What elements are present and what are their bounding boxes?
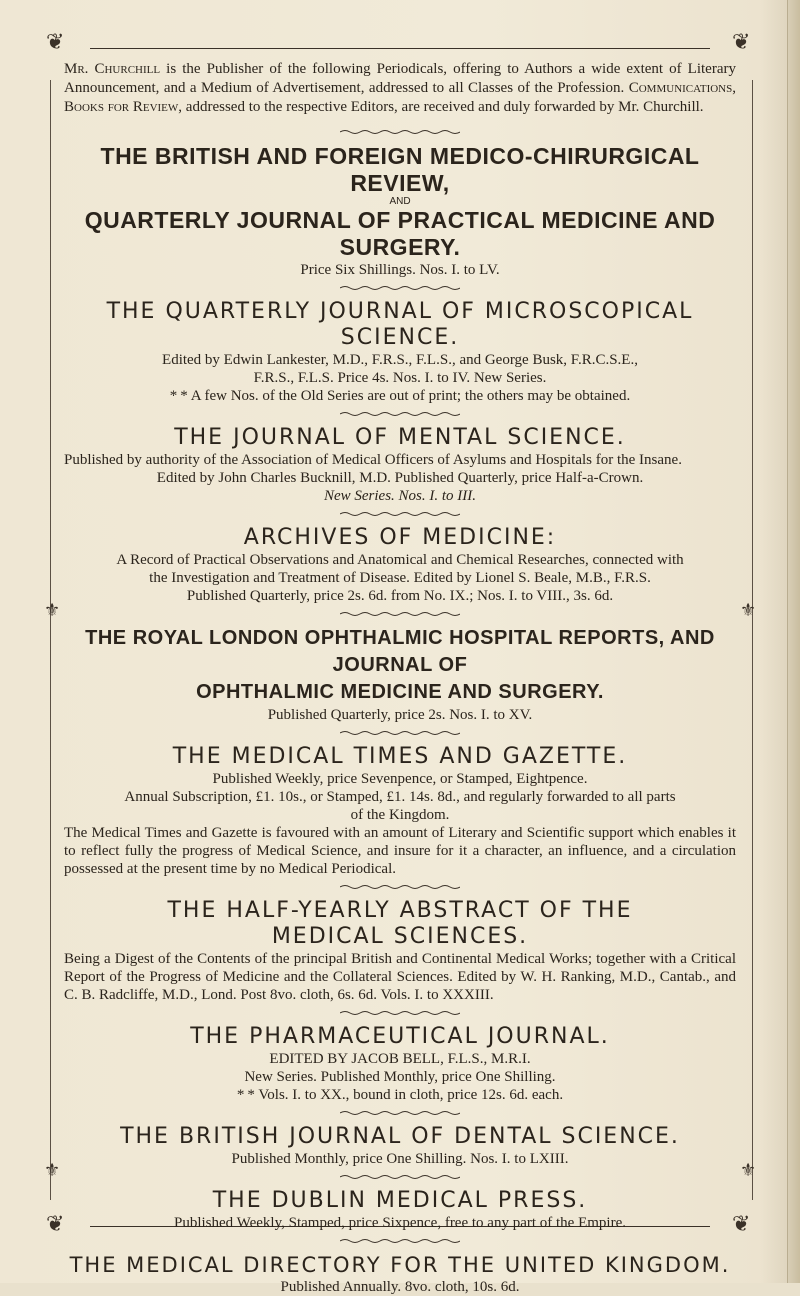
periodical-title: THE BRITISH AND FOREIGN MEDICO-CHIRURGICAL REVIEW,: [100, 143, 700, 196]
fleuron-icon: ⚜: [44, 1160, 61, 1180]
price-line: New Series. Published Monthly, price One Shilling.: [244, 1069, 556, 1085]
periodical-subtitle: OPHTHALMIC MEDICINE AND SURGERY.: [196, 681, 604, 703]
periodical-entry: [64, 299, 736, 405]
advertisement-page: [64, 60, 736, 1296]
description-paragraph: Published by authority of the Association of Medical Officers of Asylums and Hospitals for the Insane.: [64, 452, 682, 468]
divider-flourish: [340, 511, 460, 517]
periodical-title: THE ROYAL LONDON OPHTHALMIC HOSPITAL REPORTS, AND JOURNAL OF: [85, 627, 715, 676]
periodical-title: ARCHIVES OF MEDICINE:: [243, 525, 557, 550]
intro-caps: Communications, Books for Review,: [64, 80, 736, 115]
fleuron-icon: ⚜: [740, 1160, 757, 1180]
price-line: Published Monthly, price One Shilling. Nos. I. to LXIII.: [231, 1151, 569, 1167]
divider-flourish: [340, 730, 460, 736]
periodical-entry: [64, 744, 736, 878]
divider-flourish: [340, 1010, 460, 1016]
divider-flourish: [340, 285, 460, 291]
periodical-entry: [64, 143, 736, 279]
description-paragraph: The Medical Times and Gazette is favoured with an amount of Literary and Scientific support which enables it to reflect fully the progress of Medical Science, and insure for it a character, an influence, and a circulation possessed at the present time by no Medical Periodical.: [64, 825, 736, 877]
price-line: Published Weekly, price Sevenpence, or Stamped, Eightpence.: [212, 771, 588, 787]
editor-line: the Investigation and Treatment of Disease. Edited by Lionel S. Beale, M.B., F.R.S.: [149, 570, 651, 586]
editor-line: Edited by Edwin Lankester, M.D., F.R.S., F.L.S., and George Busk, F.R.C.S.E.,: [162, 352, 638, 368]
editor-line: EDITED BY JACOB BELL, F.L.S., M.R.I.: [269, 1051, 531, 1067]
periodical-entry: [64, 525, 736, 605]
periodical-subtitle: QUARTERLY JOURNAL OF PRACTICAL MEDICINE AND SURGERY.: [84, 207, 716, 260]
description-paragraph: Being a Digest of the Contents of the principal British and Continental Medical Works; together with a Critical Report of the Progress of Medicine and the Collateral Sciences. Edited by W. H. Ranking, M.D., Cantab., and C. B. Radcliffe, M.D., Lond. Post 8vo. cloth, 6s. 6d. Vols. I. to XXXIII.: [64, 951, 736, 1003]
description-line: A Record of Practical Observations and Anatomical and Chemical Researches, connected with: [116, 552, 684, 568]
and-connector: AND: [389, 196, 411, 207]
page-edge: [787, 0, 800, 1283]
top-rule: [90, 48, 710, 49]
periodical-title: THE DUBLIN MEDICAL PRESS.: [212, 1188, 588, 1213]
series-line: New Series. Nos. I. to III.: [323, 488, 477, 504]
divider-flourish: [340, 1238, 460, 1244]
periodical-subtitle: MEDICAL SCIENCES.: [271, 924, 529, 949]
right-rule: [752, 80, 753, 1200]
divider-flourish: [340, 884, 460, 890]
divider-flourish: [340, 611, 460, 617]
periodical-title: THE JOURNAL OF MENTAL SCIENCE.: [174, 425, 626, 450]
ornament-icon: ❦: [46, 1212, 65, 1237]
periodical-title: THE HALF-YEARLY ABSTRACT OF THE: [167, 898, 633, 923]
price-line: F.R.S., F.L.S. Price 4s. Nos. I. to IV. New Series.: [253, 370, 547, 386]
periodical-title: THE MEDICAL TIMES AND GAZETTE.: [172, 744, 628, 769]
left-rule: [50, 80, 51, 1200]
fleuron-icon: ⚜: [44, 600, 61, 620]
price-line: Published Weekly, Stamped, price Sixpence, free to any part of the Empire.: [174, 1215, 626, 1231]
periodical-entry: [64, 898, 736, 1004]
price-line: Published Annually. 8vo. cloth, 10s. 6d.: [280, 1279, 520, 1295]
price-line: Price Six Shillings. Nos. I. to LV.: [300, 262, 500, 278]
subscription-line: Annual Subscription, £1. 10s., or Stamped, £1. 14s. 8d., and regularly forwarded to all parts: [124, 789, 676, 805]
ornament-icon: ❦: [732, 1212, 751, 1237]
publisher-name: Mr. Churchill: [64, 61, 161, 77]
periodical-entry: [64, 1024, 736, 1104]
periodical-title: THE BRITISH JOURNAL OF DENTAL SCIENCE.: [120, 1124, 680, 1149]
periodical-title: THE PHARMACEUTICAL JOURNAL.: [190, 1024, 610, 1049]
divider-flourish: [340, 411, 460, 417]
divider-flourish: [340, 1174, 460, 1180]
divider-flourish: [340, 1110, 460, 1116]
intro-tail: addressed to the respective Editors, are received and duly forwarded by Mr. Churchill.: [182, 99, 704, 115]
periodical-entry: [64, 625, 736, 724]
note-line: * * A few Nos. of the Old Series are out of print; the others may be obtained.: [169, 388, 631, 404]
price-line: Published Quarterly, price 2s. 6d. from No. IX.; Nos. I. to VIII., 3s. 6d.: [186, 588, 614, 604]
price-line: Published Quarterly, price 2s. Nos. I. to XV.: [267, 707, 533, 723]
periodical-title: THE QUARTERLY JOURNAL OF MICROSCOPICAL: [106, 299, 694, 324]
periodical-entry: [64, 1188, 736, 1232]
divider-flourish: [340, 129, 460, 135]
fleuron-icon: ⚜: [740, 600, 757, 620]
subscription-line: of the Kingdom.: [350, 807, 450, 823]
periodical-entry: [64, 1124, 736, 1168]
intro-paragraph: [64, 60, 736, 117]
periodical-title: THE MEDICAL DIRECTORY FOR THE UNITED KINGDOM.: [69, 1253, 731, 1277]
periodical-entry: [64, 1252, 736, 1296]
ornament-icon: ❦: [732, 30, 751, 55]
note-line: * * Vols. I. to XX., bound in cloth, price 12s. 6d. each.: [236, 1087, 564, 1103]
editor-line: Edited by John Charles Bucknill, M.D. Published Quarterly, price Half-a-Crown.: [156, 470, 644, 486]
periodical-subtitle: SCIENCE.: [340, 325, 460, 350]
periodical-entry: [64, 425, 736, 505]
ornament-icon: ❦: [46, 30, 65, 55]
intro-text: is the Publisher of the following Periodicals, offering to Authors a wide extent of Literary Announcement, and a Medium of Advertisement, addressed to all Classes of the Profession.: [64, 61, 736, 96]
